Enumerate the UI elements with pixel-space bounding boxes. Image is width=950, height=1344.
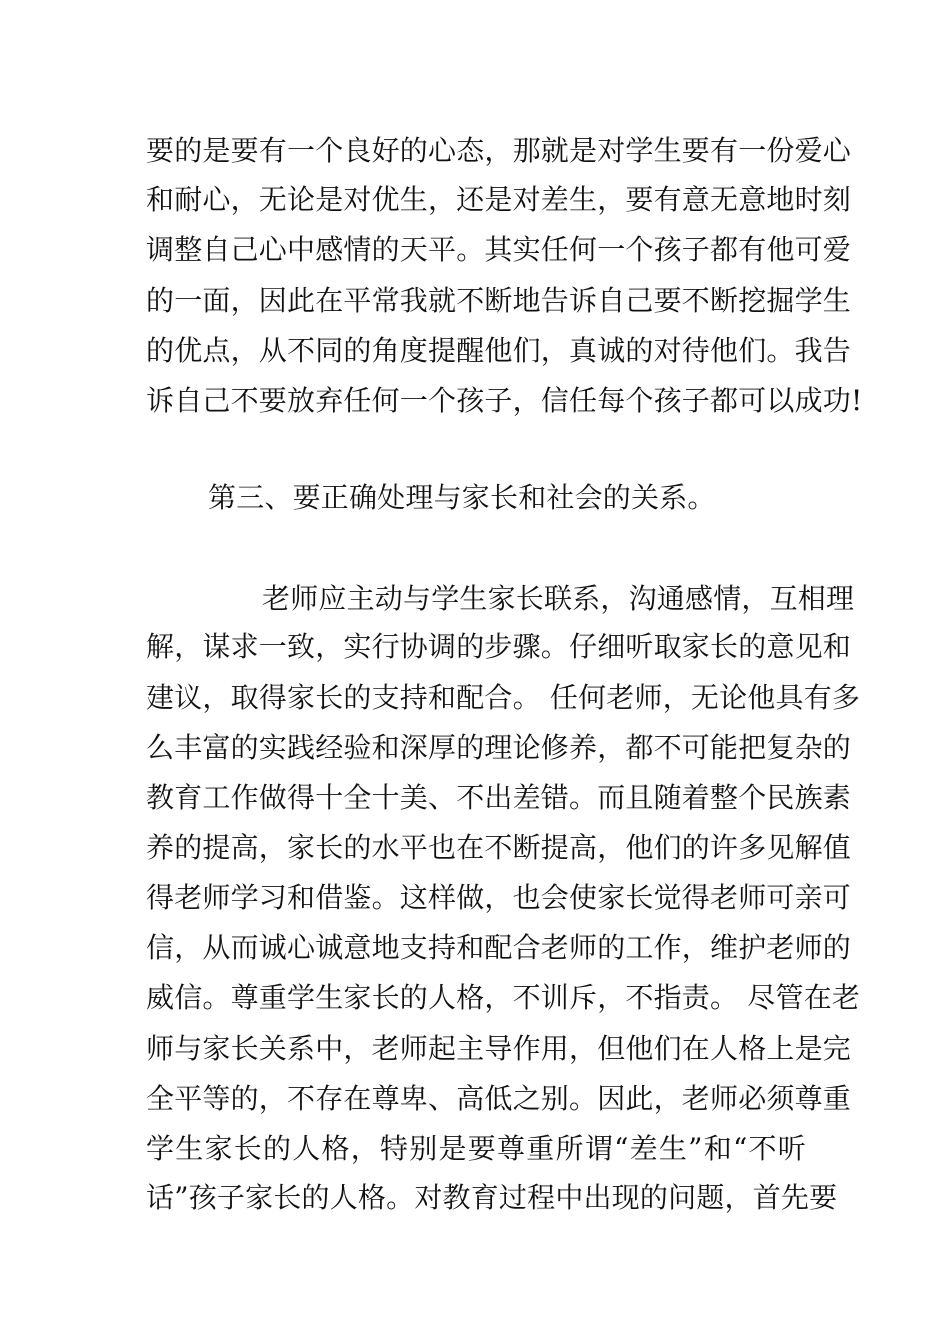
- text-line: 的一面，因此在平常我就不断地告诉自己要不断挖掘学生: [146, 284, 852, 317]
- text-line: 诉自己不要放弃任何一个孩子，信任每个孩子都可以成功!: [146, 384, 863, 417]
- text-line: 养的提高，家长的水平也在不断提高，他们的许多见解值: [146, 831, 852, 864]
- text-line: 解，谋求一致，实行协调的步骤。仔细听取家长的意见和: [146, 630, 852, 663]
- text-line: 老师应主动与学生家长联系，沟通感情，互相理: [262, 582, 855, 615]
- section-heading: 第三、要正确处理与家长和社会的关系。: [208, 481, 716, 514]
- text-line: 和耐心，无论是对优生，还是对差生，要有意无意地时刻: [146, 183, 852, 216]
- text-line: 话”孩子家长的人格。对教育过程中出现的问题，首先要: [146, 1181, 838, 1214]
- text-line: 要的是要有一个良好的心态，那就是对学生要有一份爱心: [146, 134, 852, 167]
- text-line: 师与家长关系中，老师起主导作用，但他们在人格上是完: [146, 1032, 852, 1065]
- text-line: 信，从而诚心诚意地支持和配合老师的工作，维护老师的: [146, 931, 852, 964]
- text-line: 得老师学习和借鉴。这样做，也会使家长觉得老师可亲可: [146, 881, 852, 914]
- text-line: 教育工作做得十全十美、不出差错。而且随着整个民族素: [146, 781, 852, 814]
- text-line: 的优点，从不同的角度提醒他们，真诚的对待他们。我告: [146, 334, 852, 367]
- text-line: 么丰富的实践经验和深厚的理论修养，都不可能把复杂的: [146, 731, 852, 764]
- text-line: 威信。尊重学生家长的人格，不训斥，不指责。 尽管在老: [146, 981, 861, 1014]
- text-line: 学生家长的人格，特别是要尊重所谓“差生”和“不听: [146, 1132, 806, 1165]
- text-line: 建议，取得家长的支持和配合。 任何老师，无论他具有多: [146, 681, 861, 714]
- text-line: 全平等的，不存在尊卑、高低之别。因此，老师必须尊重: [146, 1082, 852, 1115]
- text-line: 调整自己心中感情的天平。其实任何一个孩子都有他可爱: [146, 233, 852, 266]
